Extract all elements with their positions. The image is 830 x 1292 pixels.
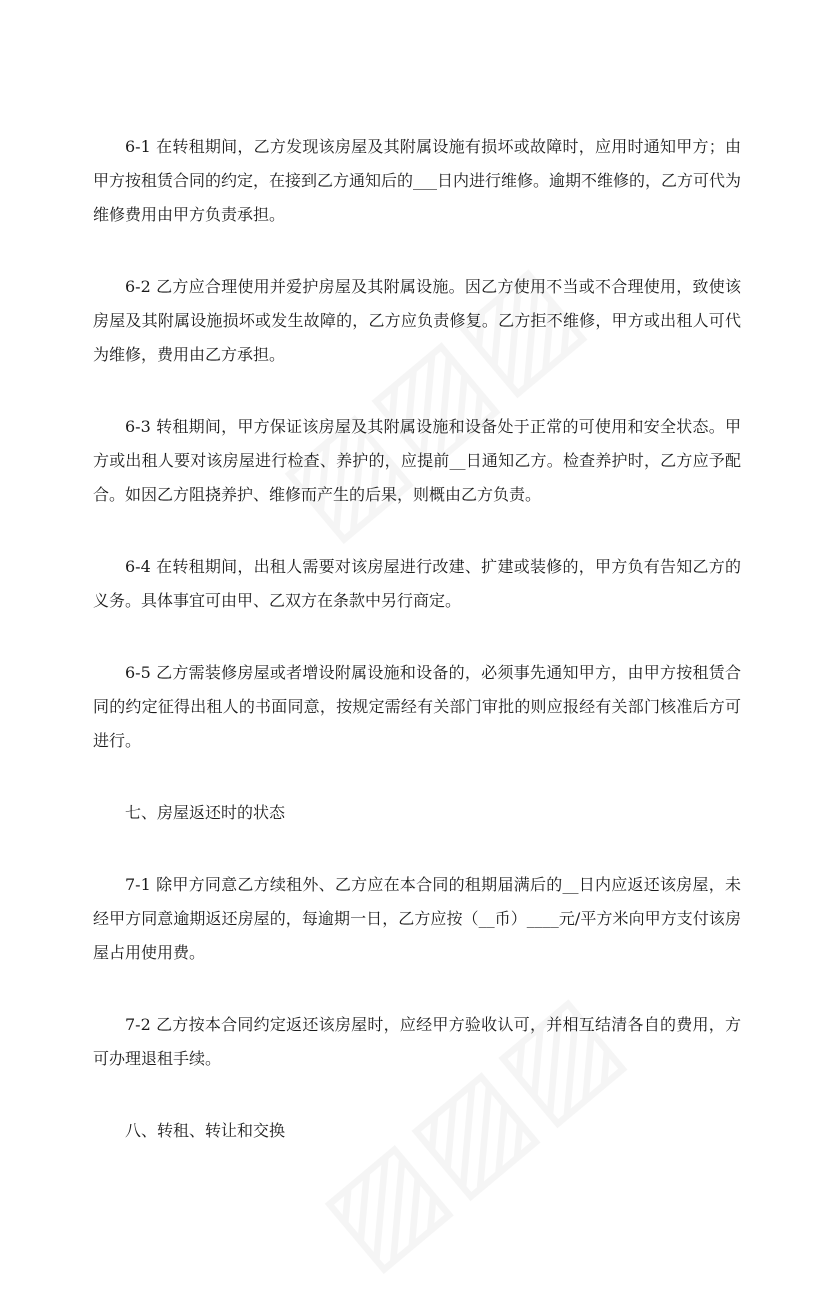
clause-6-5: 6-5 乙方需装修房屋或者增设附属设施和设备的，必须事先通知甲方，由甲方按租赁合同的约定征得出租人的书面同意，按规定需经有关部门审批的则应报经有关部门核准后方可进行。 bbox=[93, 663, 741, 750]
section-heading-7: 七、房屋返还时的状态 bbox=[125, 803, 286, 822]
section-heading-8: 八、转租、转让和交换 bbox=[125, 1121, 286, 1140]
clause-6-2: 6-2 乙方应合理使用并爱护房屋及其附属设施。因乙方使用不当或不合理使用，致使该房屋及其附属设施损坏或发生故障的，乙方应负责修复。乙方拒不维修，甲方或出租人可代为维修，费用由乙方承担。 bbox=[93, 277, 741, 364]
clause-7-1: 7-1 除甲方同意乙方续租外、乙方应在本合同的租期届满后的__日内应返还该房屋，未经甲方同意逾期返还房屋的，每逾期一日，乙方应按（__币）____元/平方米向甲方支付该房屋占用使用费。 bbox=[93, 875, 741, 962]
clause-6-4: 6-4 在转租期间，出租人需要对该房屋进行改建、扩建或装修的，甲方负有告知乙方的义务。具体事宜可由甲、乙双方在条款中另行商定。 bbox=[93, 557, 741, 610]
clause-6-3: 6-3 转租期间，甲方保证该房屋及其附属设施和设备处于正常的可使用和安全状态。甲方或出租人要对该房屋进行检查、养护的，应提前__日通知乙方。检查养护时，乙方应予配合。如因乙方阻挠养护、维修而产生的后果，则概由乙方负责。 bbox=[93, 417, 741, 504]
clause-7-2: 7-2 乙方按本合同约定返还该房屋时，应经甲方验收认可，并相互结清各自的费用，方可办理退租手续。 bbox=[93, 1015, 741, 1068]
clause-6-1: 6-1 在转租期间，乙方发现该房屋及其附属设施有损坏或故障时，应用时通知甲方；由甲方按租赁合同的约定，在接到乙方通知后的___日内进行维修。逾期不维修的，乙方可代为维修费用由甲方负责承担。 bbox=[93, 137, 742, 224]
document-body bbox=[93, 130, 741, 1186]
